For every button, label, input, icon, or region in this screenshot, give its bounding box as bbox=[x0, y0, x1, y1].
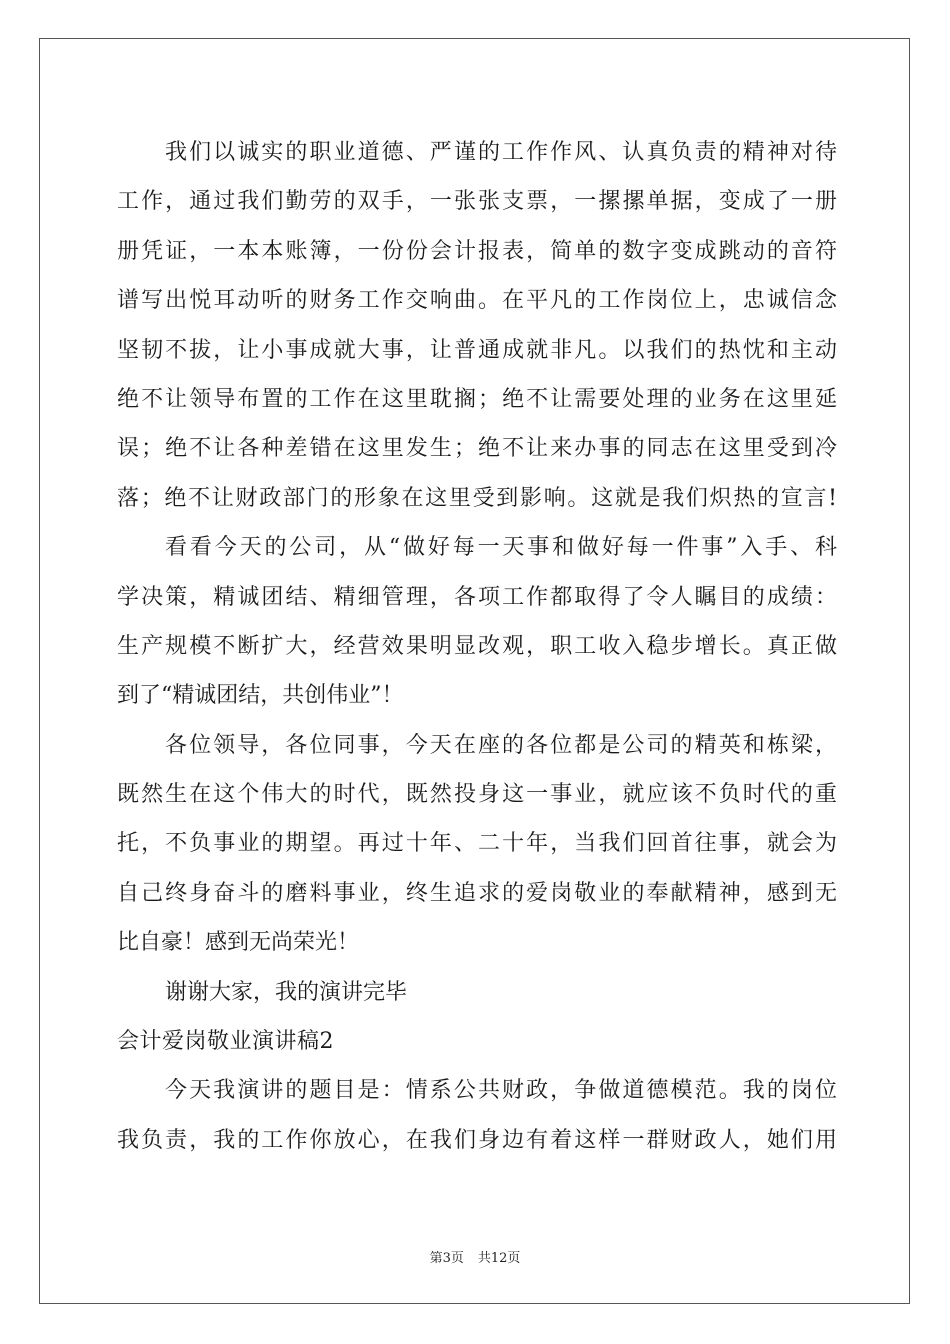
paragraph-3 bbox=[117, 721, 837, 968]
text-line: 谱写出悦耳动听的财务工作交响曲。在平凡的工作岗位上，忠诚信念 bbox=[117, 288, 837, 314]
text-line: 误；绝不让各种差错在这里发生；绝不让来办事的同志在这里受到冷 bbox=[117, 436, 837, 462]
text-line: 谢谢大家，我的演讲完毕 bbox=[165, 979, 408, 1005]
paragraph-5 bbox=[117, 1066, 837, 1165]
text-line: 学决策，精诚团结、精细管理，各项工作都取得了令人瞩目的成绩： bbox=[117, 584, 837, 610]
text-line: 到了“精诚团结，共创伟业”！ bbox=[117, 683, 404, 709]
text-line: 我负责，我的工作你放心，在我们身边有着这样一群财政人，她们用 bbox=[117, 1127, 837, 1153]
paragraph-2 bbox=[117, 523, 837, 721]
section-heading: 会计爱岗敬业演讲稿2 bbox=[117, 1029, 334, 1055]
text-line: 比自豪！感到无尚荣光！ bbox=[117, 930, 360, 956]
text-line: 托，不负事业的期望。再过十年、二十年，当我们回首往事，就会为 bbox=[117, 831, 837, 857]
text-line: 坚韧不拔，让小事成就大事，让普通成就非凡。以我们的热忱和主动 bbox=[117, 337, 837, 363]
text-line: 各位领导，各位同事，今天在座的各位都是公司的精英和栋梁， bbox=[165, 732, 837, 758]
page-total: 共12页 bbox=[477, 1251, 521, 1266]
text-line: 我们以诚实的职业道德、严谨的工作作风、认真负责的精神对待 bbox=[165, 140, 837, 165]
page-number: 第3页 bbox=[429, 1251, 464, 1266]
text-line: 落；绝不让财政部门的形象在这里受到影响。这就是我们炽热的宣言! bbox=[117, 485, 837, 511]
text-line: 自己终身奋斗的磨料事业，终生追求的爱岗敬业的奉献精神，感到无 bbox=[117, 880, 837, 906]
text-line: 今天我演讲的题目是：情系公共财政，争做道德模范。我的岗位 bbox=[165, 1078, 837, 1104]
document-body bbox=[117, 128, 837, 1165]
text-line: 工作，通过我们勤劳的双手，一张张支票，一摞摞单据，变成了一册 bbox=[117, 189, 837, 215]
text-line: 既然生在这个伟大的时代，既然投身这一事业，就应该不负时代的重 bbox=[117, 782, 837, 808]
text-line: 生产规模不断扩大，经营效果明显改观，职工收入稳步增长。真正做 bbox=[117, 633, 837, 659]
text-line: 绝不让领导布置的工作在这里耽搁；绝不让需要处理的业务在这里延 bbox=[117, 386, 837, 412]
paragraph-4 bbox=[117, 968, 837, 1017]
text-line: 册凭证，一本本账簿，一份份会计报表，简单的数字变成跳动的音符 bbox=[117, 238, 837, 264]
paragraph-1 bbox=[117, 128, 837, 523]
text-line: 看看今天的公司，从“做好每一天事和做好每一件事”入手、科 bbox=[165, 535, 837, 561]
page-footer bbox=[0, 1247, 950, 1266]
